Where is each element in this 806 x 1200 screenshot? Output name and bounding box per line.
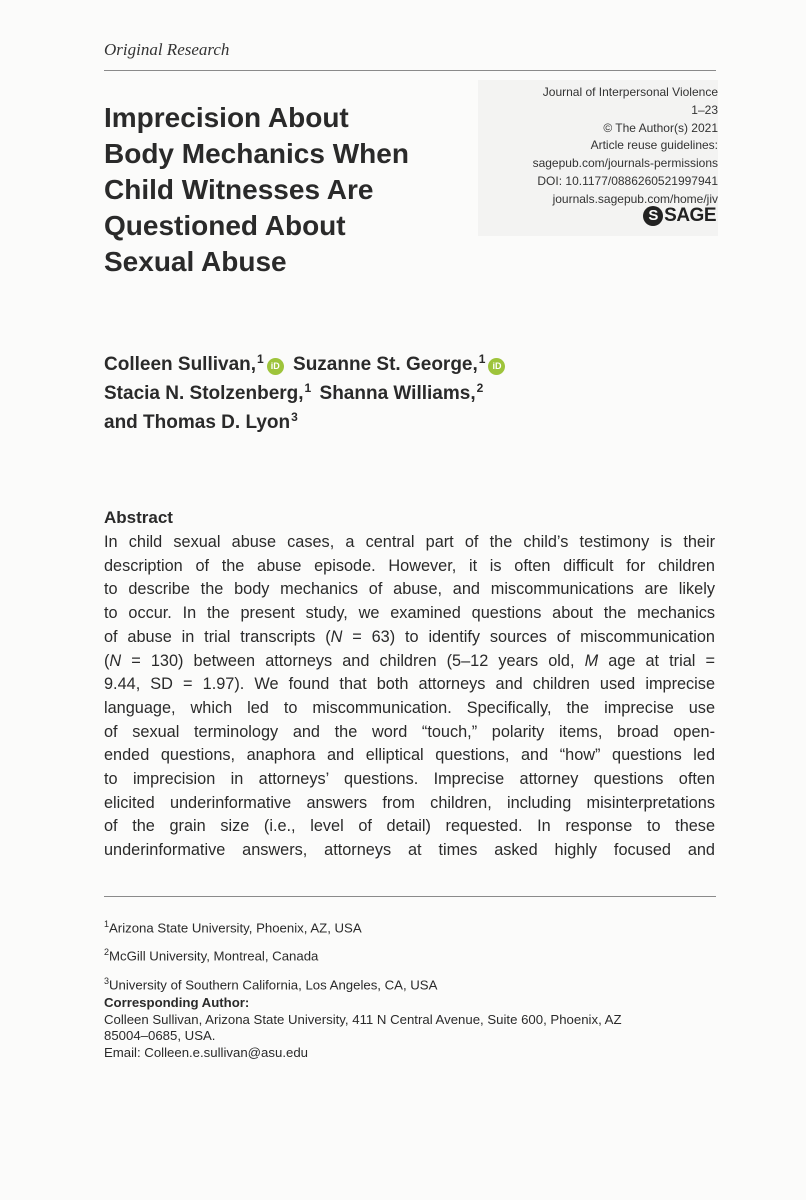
title-line: Questioned About xyxy=(104,210,346,241)
abstract-line: description of the abuse episode. However, it is often difficult for children xyxy=(104,556,715,575)
abstract-line: elicited underinformative answers from children, including misinterpretations xyxy=(104,793,715,812)
abstract-text: age at trial = xyxy=(598,651,715,670)
author-line xyxy=(104,379,724,408)
abstract-text: = 130) between attorneys and children (5–12 years old, xyxy=(121,651,585,670)
affiliation-item xyxy=(104,969,437,997)
affiliation-mark: 1 xyxy=(304,380,312,395)
abstract-line: In child sexual abuse cases, a central part of the child’s testimony is their xyxy=(104,533,715,551)
abstract-line xyxy=(104,626,715,650)
journal-home-link[interactable]: journals.sagepub.com/home/jiv xyxy=(552,191,718,206)
stat-n: N xyxy=(330,627,343,646)
abstract-line: to occur. In the present study, we examined questions about the mechanics xyxy=(104,604,715,623)
journal-name: Journal of Interpersonal Violence xyxy=(542,85,718,99)
orcid-icon[interactable]: iD xyxy=(488,358,505,375)
author-line xyxy=(104,350,724,379)
affiliation-mark: 2 xyxy=(476,380,484,395)
abstract-line: underinformative answers, attorneys at times asked highly focused and xyxy=(104,841,715,860)
journal-pages: 1–23 xyxy=(691,102,718,117)
affiliation-item xyxy=(104,912,437,940)
article-title xyxy=(104,100,464,280)
title-line: Sexual Abuse xyxy=(104,246,287,277)
abstract-body xyxy=(104,531,715,863)
title-line: Imprecision About xyxy=(104,102,349,133)
affiliation-mark: 1 xyxy=(478,351,486,366)
author-line xyxy=(104,408,724,437)
journal-copyright: © The Author(s) 2021 xyxy=(603,120,718,135)
abstract-line: of sexual terminology and the word “touch,” polarity items, broad open- xyxy=(104,722,715,741)
footnote-rule xyxy=(104,896,716,897)
stat-n: N xyxy=(109,651,122,670)
abstract-line xyxy=(104,650,715,674)
abstract-line: 9.44, SD = 1.97). We found that both attorneys and children used imprecise xyxy=(104,675,715,694)
sage-s-icon: S xyxy=(643,206,663,226)
reuse-link[interactable]: sagepub.com/journals-permissions xyxy=(532,156,718,171)
author-name: and Thomas D. Lyon xyxy=(104,412,291,433)
journal-meta xyxy=(418,84,718,209)
affiliation-mark: 3 xyxy=(291,409,298,424)
author-name: Stacia N. Stolzenberg, xyxy=(104,383,304,404)
author-name: Colleen Sullivan, xyxy=(104,354,257,375)
corresponding-heading: Corresponding Author: xyxy=(104,995,250,1010)
title-line: Body Mechanics When xyxy=(104,138,409,169)
abstract-line: language, which led to miscommunication. Specifically, the imprecise use xyxy=(104,698,715,717)
corresponding-address: Colleen Sullivan, Arizona State University, 411 N Central Avenue, Suite 600, Phoenix, AZ xyxy=(104,1011,622,1027)
affiliation-text: Arizona State University, Phoenix, AZ, USA xyxy=(109,920,362,936)
abstract-text: of abuse in trial transcripts ( xyxy=(104,627,331,646)
author-name: Suzanne St. George, xyxy=(293,354,478,375)
header-rule xyxy=(104,70,716,71)
abstract-text: = 63) to identify sources of miscommunication xyxy=(342,627,715,646)
sage-logo xyxy=(643,205,716,227)
author-name: Shanna Williams, xyxy=(319,383,476,404)
abstract-text: ( xyxy=(104,651,110,670)
affiliation-mark: 3 xyxy=(104,975,110,986)
abstract-heading: Abstract xyxy=(104,508,173,527)
sage-logo-text: SAGE xyxy=(664,205,716,226)
doi-link[interactable]: DOI: 10.1177/0886260521997941 xyxy=(537,173,718,188)
corresponding-address: 85004–0685, USA. xyxy=(104,1028,216,1043)
affiliation-item xyxy=(104,940,437,968)
title-line: Child Witnesses Are xyxy=(104,174,374,205)
abstract-line: of the grain size (i.e., level of detail) requested. In response to these xyxy=(104,817,715,836)
affiliation-mark: 1 xyxy=(104,919,110,929)
affiliation-list xyxy=(104,912,437,997)
corresponding-author xyxy=(104,995,724,1061)
stat-m: M xyxy=(584,651,599,670)
affiliation-mark: 1 xyxy=(257,351,264,366)
author-list xyxy=(104,350,724,437)
orcid-icon[interactable]: iD xyxy=(267,358,284,375)
abstract-line: to imprecision in attorneys’ questions. Imprecise attorney questions often xyxy=(104,770,715,789)
section-label: Original Research xyxy=(104,40,230,59)
affiliation-text: McGill University, Montreal, Canada xyxy=(109,948,319,964)
reuse-label: Article reuse guidelines: xyxy=(590,138,718,153)
affiliation-mark: 2 xyxy=(104,947,110,958)
corresponding-email[interactable]: Email: Colleen.e.sullivan@asu.edu xyxy=(104,1044,308,1060)
abstract-line: ended questions, anaphora and elliptical questions, and “how” questions led xyxy=(104,746,715,765)
abstract-line: to describe the body mechanics of abuse, and miscommunications are likely xyxy=(104,580,715,599)
affiliation-text: University of Southern California, Los Angeles, CA, USA xyxy=(109,977,438,993)
